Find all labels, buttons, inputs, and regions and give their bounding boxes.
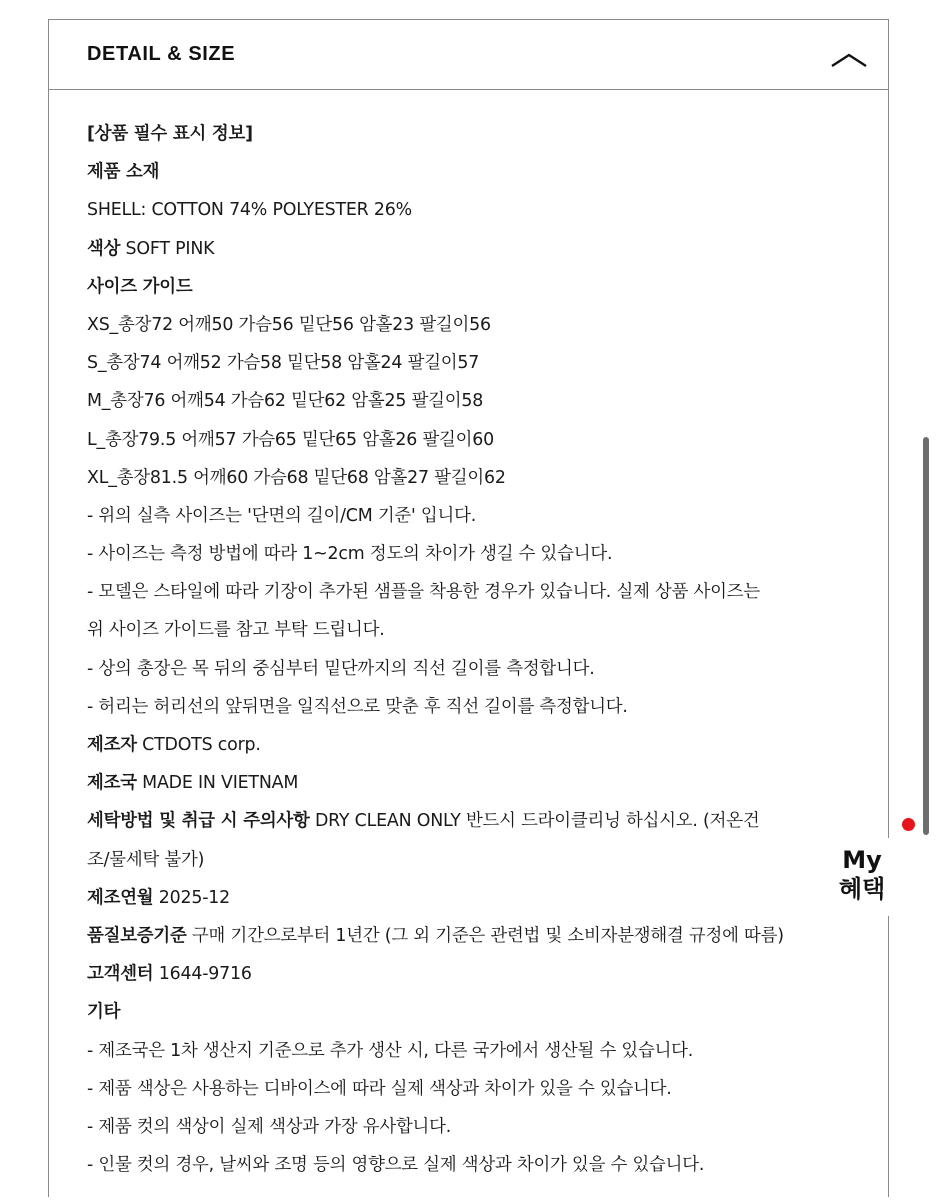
- country-row: [87, 764, 888, 802]
- country-label: 제조국: [87, 773, 137, 794]
- date-label: 제조연월: [87, 887, 154, 908]
- warranty-label: 품질보증기준: [87, 925, 187, 946]
- etc-note: - 인물 컷의 경우, 날씨와 조명 등의 영향으로 실제 색상과 차이가 있을 수 있습니다.: [87, 1155, 705, 1176]
- date-row: [87, 879, 888, 917]
- care-value: DRY CLEAN ONLY 반드시 드라이클리닝 하십시오. (저온건: [314, 811, 760, 832]
- size-row: XS_총장72 어깨50 가슴56 밑단56 암홀23 팔길이56: [87, 314, 491, 335]
- warranty-row: [87, 917, 888, 955]
- color-label: 색상: [87, 238, 121, 259]
- panel-header[interactable]: [49, 20, 888, 90]
- size-note: - 상의 총장은 목 뒤의 중심부터 밑단까지의 직선 길이를 측정합니다.: [87, 658, 595, 679]
- etc-note: - 제품 색상은 사용하는 디바이스에 따라 실제 색상과 차이가 있을 수 있습니다.: [87, 1078, 672, 1099]
- size-row: L_총장79.5 어깨57 가슴65 밑단65 암홀26 팔길이60: [87, 429, 494, 450]
- country-value: MADE IN VIETNAM: [142, 773, 299, 794]
- material-label: 제품 소재: [87, 162, 160, 183]
- size-note: 위 사이즈 가이드를 참고 부탁 드립니다.: [87, 620, 385, 641]
- manufacturer-row: [87, 726, 888, 764]
- size-row: XL_총장81.5 어깨60 가슴68 밑단68 암홀27 팔길이62: [87, 467, 506, 488]
- size-note: - 허리는 허리선의 앞뒤면을 일직선으로 맞춘 후 직선 길이를 측정합니다.: [87, 696, 628, 717]
- warranty-value: 구매 기간으로부터 1년간 (그 외 기준은 관련법 및 소비자분쟁해결 규정에 따름): [191, 925, 784, 946]
- care-row-continued: 조/물세탁 불가): [87, 849, 205, 870]
- care-row: [87, 802, 888, 840]
- cs-label: 고객센터: [87, 964, 154, 985]
- chevron-up-icon[interactable]: [830, 50, 868, 70]
- manufacturer-value: CTDOTS corp.: [142, 735, 261, 755]
- my-label: My: [842, 846, 882, 874]
- manufacturer-label: 제조자: [87, 735, 137, 755]
- size-row: S_총장74 어깨52 가슴58 밑단58 암홀24 팔길이57: [87, 353, 480, 374]
- etc-note: - 제조국은 1차 생산지 기준으로 추가 생산 시, 다른 국가에서 생산될 수 있습니다.: [87, 1040, 694, 1061]
- color-row: [87, 230, 888, 268]
- panel-body: [49, 90, 888, 1184]
- notice-title: [상품 필수 표시 정보]: [87, 124, 253, 144]
- etc-note: - 제품 컷의 색상이 실제 색상과 가장 유사합니다.: [87, 1116, 452, 1137]
- size-guide-label: 사이즈 가이드: [87, 276, 193, 297]
- scrollbar-thumb[interactable]: [923, 437, 929, 835]
- care-label: 세탁방법 및 취급 시 주의사항: [87, 811, 310, 832]
- etc-label: 기타: [87, 1002, 121, 1023]
- date-value: 2025-12: [158, 887, 230, 908]
- notification-dot: [902, 818, 915, 831]
- size-note: - 모델은 스타일에 따라 기장이 추가된 샘플을 착용한 경우가 있습니다. 실제 상품 사이즈는: [87, 582, 760, 603]
- detail-size-panel: [48, 19, 889, 1197]
- size-row: M_총장76 어깨54 가슴62 밑단62 암홀25 팔길이58: [87, 391, 484, 412]
- my-benefit-button[interactable]: [826, 838, 898, 916]
- color-value: SOFT PINK: [125, 238, 215, 259]
- size-note: - 위의 실측 사이즈는 '단면의 길이/CM 기준' 입니다.: [87, 505, 477, 526]
- panel-title: DETAIL & SIZE: [87, 43, 236, 65]
- cs-row: [87, 955, 888, 993]
- material-value: SHELL: COTTON 74% POLYESTER 26%: [87, 200, 412, 221]
- size-note: - 사이즈는 측정 방법에 따라 1~2cm 정도의 차이가 생길 수 있습니다.: [87, 544, 613, 565]
- benefit-label: 혜택: [838, 875, 886, 903]
- cs-value: 1644-9716: [158, 964, 252, 985]
